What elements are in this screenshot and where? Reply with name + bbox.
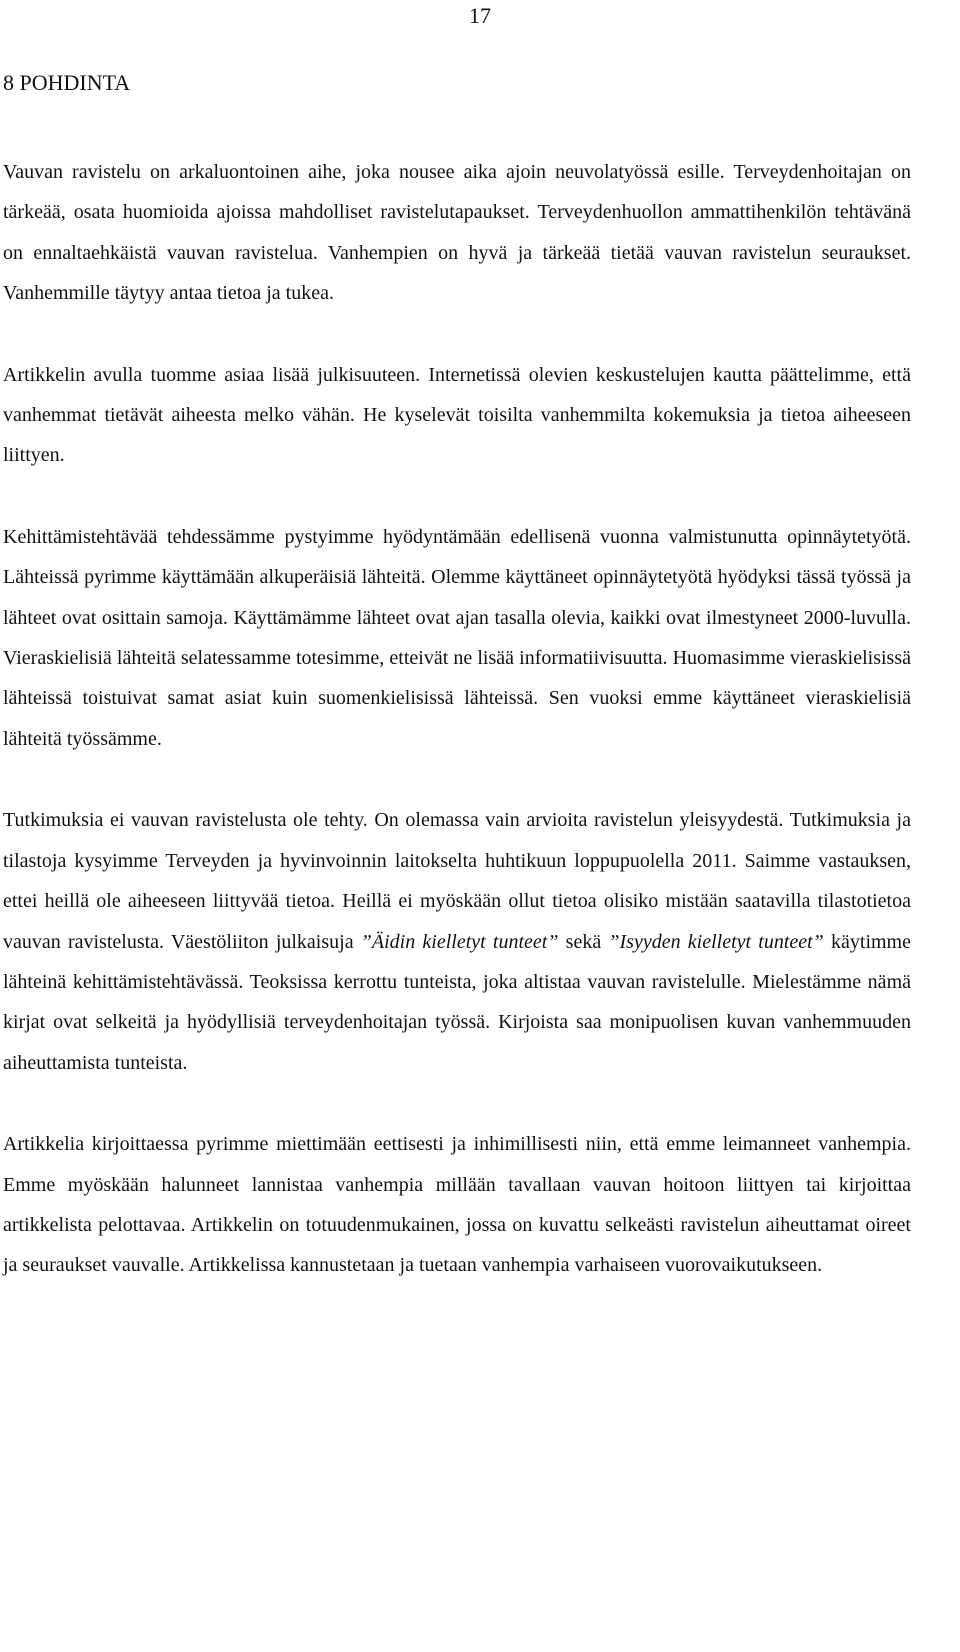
book-title-1: ”Äidin kielletyt tunteet” bbox=[360, 930, 559, 953]
paragraph-5: Artikkelia kirjoittaessa pyrimme miettimään eettisesti ja inhimillisesti niin, että emme leimanneet vanhempia. Emme myöskään halunneet lannistaa vanhempia millään tavallaan vauvan hoitoon liittyen tai kirjoittaa artikkelista pelottavaa. Artikkelin on totuudenmukainen, jossa on kuvattu selkeästi ravistelun aiheuttamat oireet ja seuraukset vauvalle. Artikkelissa kannustetaan ja tuetaan vanhempia varhaiseen vuorovaikutukseen. bbox=[3, 1133, 911, 1277]
paragraph-4-text-b: sekä bbox=[558, 930, 609, 953]
paragraph-4-text-a: Tutkimuksia ei vauvan ravistelusta ole tehty. On olemassa vain arvioita ravistelun yleisyydestä. Tutkimuksia ja tilastoja kysyimme Terveyden ja hyvinvoinnin laitokselta huhtikuun loppupuolella 2011. Saimme vastauksen, ettei heillä ole aiheeseen liittyvää tietoa. Heillä ei myöskään ollut tietoa olisiko mistään saatavilla tilastotietoa vauvan ravistelusta. Väestöliiton julkaisuja bbox=[3, 809, 911, 953]
paragraph-4 bbox=[3, 800, 911, 1083]
document-body bbox=[3, 62, 911, 1327]
paragraph-3: Kehittämistehtävää tehdessämme pystyimme hyödyntämään edellisenä vuonna valmistunutta opinnäytetyötä. Lähteissä pyrimme käyttämään alkuperäisiä lähteitä. Olemme käyttäneet opinnäytetyötä hyödyksi tässä työssä ja lähteet ovat osittain samoja. Käyttämämme lähteet ovat ajan tasalla olevia, kaikki ovat ilmestyneet 2000-luvulla. Vieraskielisiä lähteitä selatessamme totesimme, etteivät ne lisää informatiivisuutta. Huomasimme vieraskielisissä lähteissä toistuivat samat asiat kuin suomenkielisissä lähteissä. Sen vuoksi emme käyttäneet vieraskielisiä lähteitä työssämme. bbox=[3, 525, 911, 750]
paragraph-1: Vauvan ravistelu on arkaluontoinen aihe, joka nousee aika ajoin neuvolatyössä esille. Terveydenhoitajan on tärkeää, osata huomioida ajoissa mahdolliset ravistelutapaukset. Terveydenhuollon ammattihenkilön tehtävänä on ennaltaehkäistä vauvan ravistelua. Vanhempien on hyvä ja tärkeää tietää vauvan ravistelun seuraukset. Vanhemmille täytyy antaa tietoa ja tukea. bbox=[3, 161, 911, 305]
book-title-2: ”Isyyden kielletyt tunteet” bbox=[608, 930, 824, 953]
section-heading: 8 POHDINTA bbox=[3, 70, 131, 95]
paragraph-4-text-c: käytimme lähteinä kehittämistehtävässä. Teoksissa kerrottu tunteista, joka altistaa vauvan ravistelulle. Mielestämme nämä kirjat ovat selkeitä ja hyödyllisiä terveydenhoitajan työssä. Kirjoista saa monipuolisen kuvan vanhemmuuden aiheuttamista tunteista. bbox=[3, 930, 911, 1074]
page-number: 17 bbox=[469, 3, 491, 28]
paragraph-2: Artikkelin avulla tuomme asiaa lisää julkisuuteen. Internetissä olevien keskustelujen kautta päättelimme, että vanhemmat tietävät aiheesta melko vähän. He kyselevät toisilta vanhemmilta kokemuksia ja tietoa aiheeseen liittyen. bbox=[3, 363, 911, 467]
